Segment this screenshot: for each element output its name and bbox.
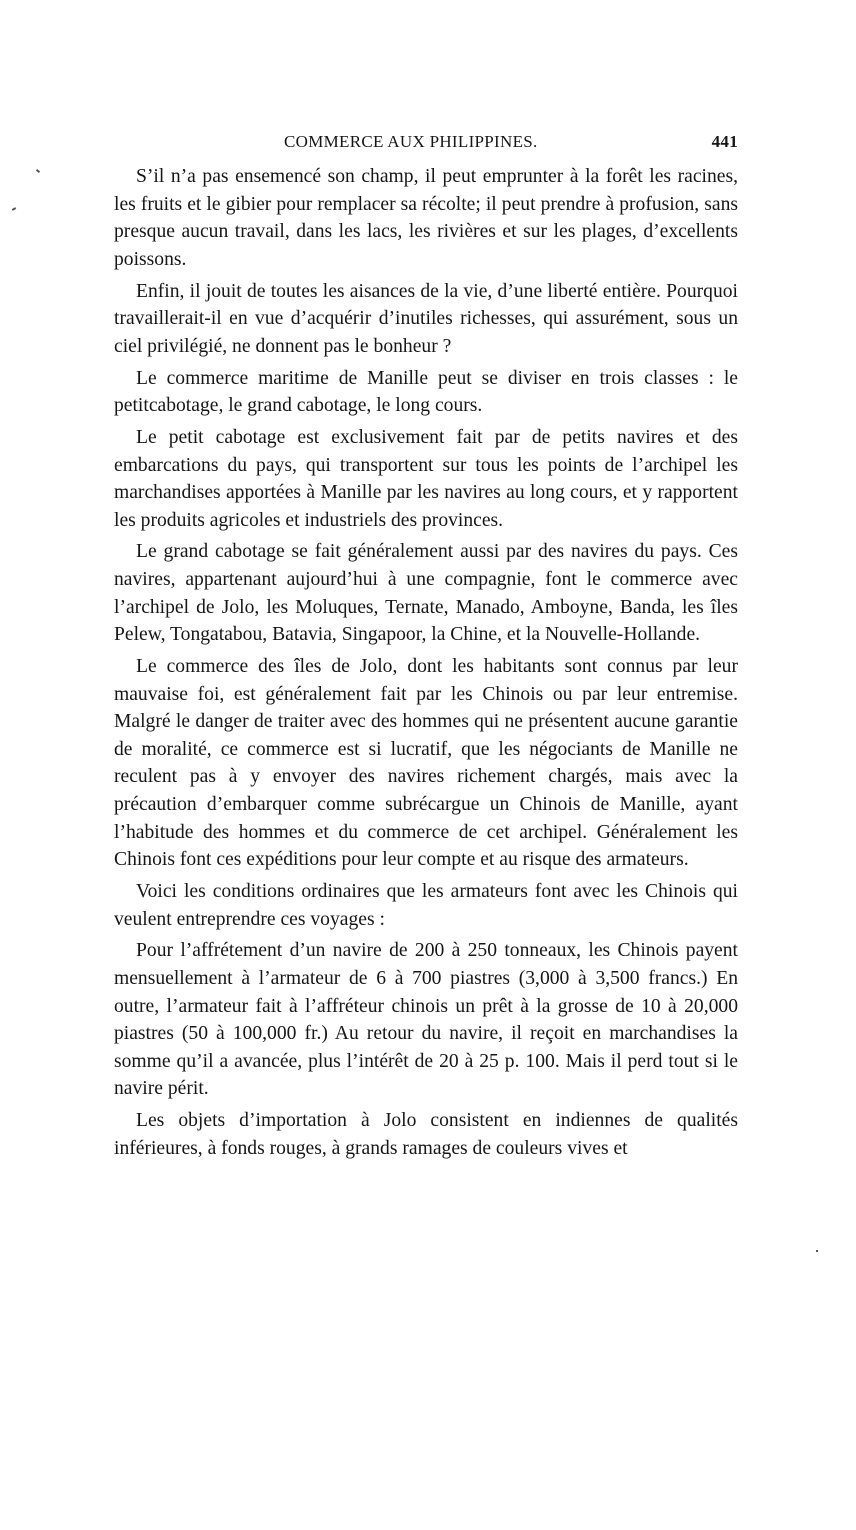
page-number: 441 <box>711 132 738 151</box>
body-text <box>114 163 738 1162</box>
paragraph: Enfin, il jouit de toutes les aisances de la vie, d’une liberté entière. Pourquoi travaillerait-il en vue d’acquérir d’inutiles richesses, qui assurément, sous un ciel privilégié, ne donnent pas le bonheur ? <box>114 280 738 357</box>
margin-speck <box>12 207 16 211</box>
margin-speck <box>36 169 40 173</box>
margin-speck <box>816 1250 818 1252</box>
paragraph: S’il n’a pas ensemencé son champ, il peut emprunter à la forêt les racines, les fruits et le gibier pour remplacer sa récolte; il peut prendre à profusion, sans presque aucun travail, dans les lacs, les rivières et sur les plages, d’excellents poissons. <box>114 166 738 270</box>
paragraph: Le commerce des îles de Jolo, dont les habitants sont connus par leur mauvaise foi, est généralement fait par les Chinois ou par leur entremise. Malgré le danger de traiter avec des hommes qui ne présentent aucune garantie de moralité, ce commerce est si lucratif, que les négociants de Manille ne reculent pas à y envoyer des navires richement chargés, mais avec la précaution d’embarquer comme subrécargue un Chinois de Manille, ayant l’habitude des hommes et du commerce de cet archipel. Généralement les Chinois font ces expéditions pour leur compte et au risque des armateurs. <box>114 656 738 871</box>
paragraph: Pour l’affrétement d’un navire de 200 à 250 tonneaux, les Chinois payent mensuellement à l’armateur de 6 à 700 piastres (3,000 à 3,500 francs.) En outre, l’armateur fait à l’affréteur chinois un prêt à la grosse de 10 à 20,000 piastres (50 à 100,000 fr.) Au retour du navire, il reçoit en marchandises la somme qu’il a avancée, plus l’intérêt de 20 à 25 p. 100. Mais il perd tout si le navire périt. <box>114 940 738 1100</box>
paragraph: Les objets d’importation à Jolo consistent en indiennes de qualités inférieures, à fonds rouges, à grands ramages de couleurs vives et <box>114 1110 738 1159</box>
paragraph: Voici les conditions ordinaires que les armateurs font avec les Chinois qui veulent entreprendre ces voyages : <box>114 880 738 930</box>
paragraph: Le petit cabotage est exclusivement fait par de petits navires et des embarcations du pays, qui transportent sur tous les points de l’archipel les marchandises apportées à Manille par les navires au long cours, et y rapportent les produits agricoles et industriels des provinces. <box>114 426 738 531</box>
running-head <box>114 132 738 156</box>
paragraph: Le grand cabotage se fait généralement aussi par des navires du pays. Ces navires, appartenant aujourd’hui à une compagnie, font le commerce avec l’archipel de Jolo, les Moluques, Ternate, Manado, Amboyne, Banda, les îles Pelew, Tongatabou, Batavia, Singapoor, la Chine, et la Nouvelle-Hollande. <box>114 541 738 646</box>
paragraph: Le commerce maritime de Manille peut se diviser en trois classes : le petitcabotage, le grand cabotage, le long cours. <box>114 367 738 417</box>
running-title: COMMERCE AUX PHILIPPINES. <box>284 132 538 151</box>
